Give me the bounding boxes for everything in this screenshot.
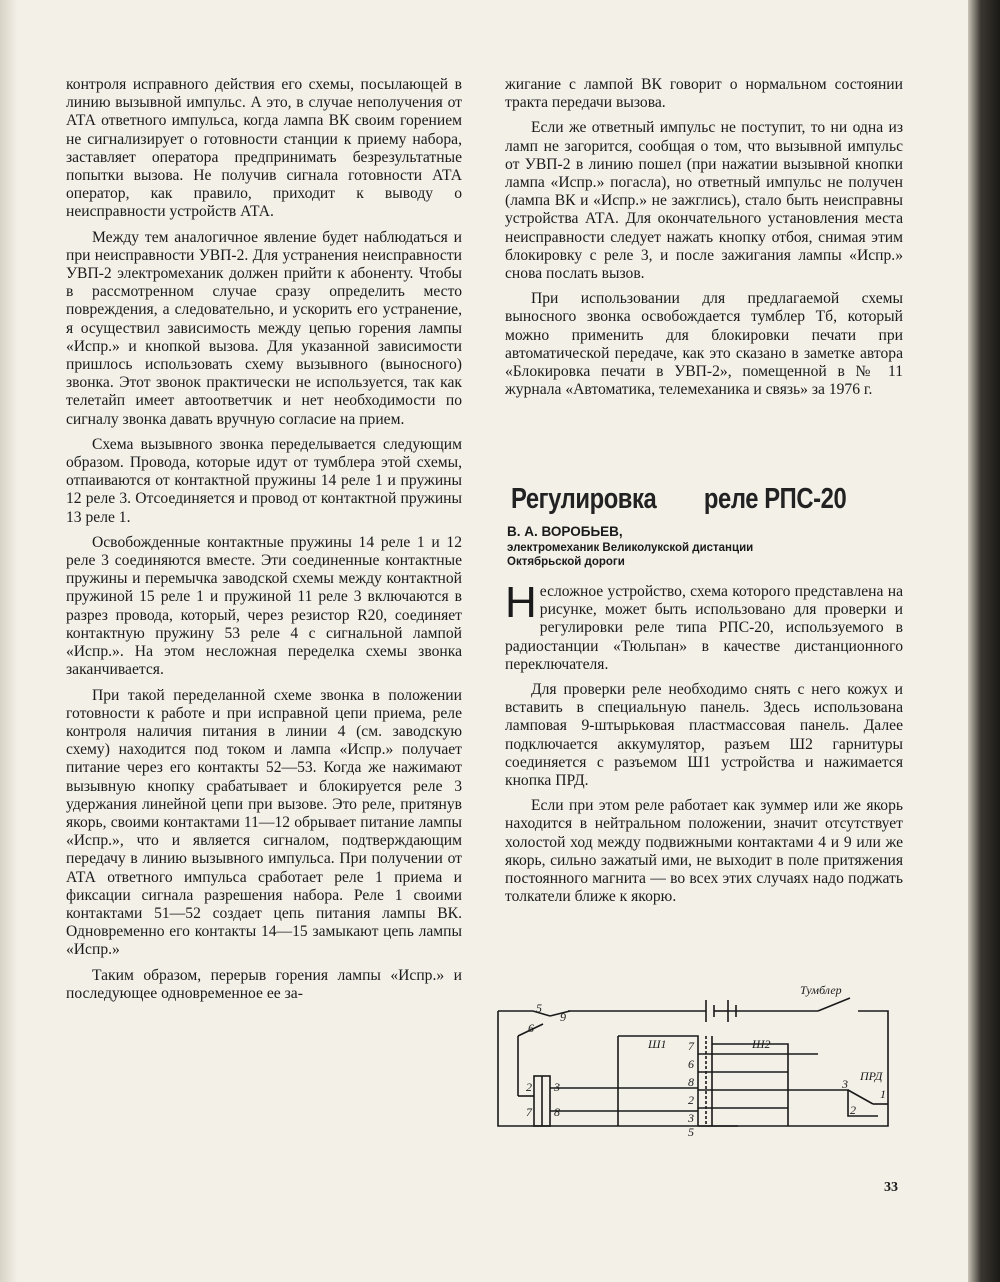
relay-pin-label: 2 xyxy=(526,1080,532,1094)
article-paragraph-1 xyxy=(505,578,903,674)
left-paragraph-1: контроля исправного действия его схемы, посылающей в линию вызывной импульс. А это, в случае неполучения от АТА ответного импульса, когда лампа ВК своим горением не сигнализирует о готовности станции к приему набора, заставляет оператора предпринимать безрезультатные попытки вызова. Не получив сигнала готовности АТА оператор, как правило, приходит к выводу о неисправности устройств АТА. xyxy=(66,76,462,221)
right-column xyxy=(505,76,903,406)
article-title-word1: Регулировка xyxy=(511,483,657,515)
author-block xyxy=(507,524,887,569)
sh1-label: Ш1 xyxy=(648,1037,667,1051)
article-paragraph-2: Для проверки реле необходимо снять с него кожух и вставить в специальную панель. Здесь использована ламповая 9-штырьковая пластмассовая панель. Далее подключается аккумулятор, разъем Ш2 гарнитуры соединяется с разъемом Ш1 устройства и нажимается кнопка ПРД. xyxy=(505,681,903,790)
article-body xyxy=(505,578,903,913)
left-paragraph-2: Между тем аналогичное явление будет наблюдаться и при неисправности УВП-2. Для устранения неисправности УВП-2 электромеханик должен прийти к абоненту. Чтобы в рассмотренном случае сразу определить место повреждения, а следовательно, и ускорить его устранение, я осуществил зависимость между цепью горения лампы «Испр.» и кнопкой вызова. Для указанной зависимости пришлось использовать схему вызывного (выносного) звонка. Этот звонок практически не используется, так как телетайп имеет автоответчик и нет необходимости по сигналу звонка давать вручную согласие на прием. xyxy=(66,228,462,428)
article-title xyxy=(511,483,847,516)
article-title-word2: реле РПС-20 xyxy=(703,483,847,515)
tumbler-switch-lever xyxy=(818,998,850,1011)
relay-pin-label: 7 xyxy=(526,1105,532,1119)
left-paragraph-3: Схема вызывного звонка переделывается следующим образом. Провода, которые идут от тумблера этой схемы, отпаиваются от контактной пружины 14 реле 1 и пружины 12 реле 3. Отсоединяется и провод от контактной пружины 13 реле 1. xyxy=(66,435,462,526)
connector-pin-label: 6 xyxy=(688,1057,694,1071)
right-paragraph-1: жигание с лампой ВК говорит о нормальном состоянии тракта передачи вызова. xyxy=(505,76,903,112)
author-position-line2: Октябрьской дороги xyxy=(507,556,625,568)
prd-switch-lever xyxy=(848,1090,873,1104)
switch-pin-label: 2 xyxy=(850,1103,856,1117)
left-paragraph-6: Таким образом, перерыв горения лампы «Испр.» и последующее одновременное ее за- xyxy=(66,966,462,1002)
page-number: 33 xyxy=(884,1180,898,1195)
switch-pin-label: 1 xyxy=(880,1087,886,1101)
connector-pin-label: 3 xyxy=(688,1111,694,1125)
page-binding-edge xyxy=(968,0,1000,1282)
sh2-label: Ш2 xyxy=(752,1037,771,1051)
switch-pin-label: 3 xyxy=(842,1077,848,1091)
article-paragraph-3: Если при этом реле работает как зуммер или же якорь находится в нейтральном положении, значит отсутствует холостой ход между подвижными контактами 4 и 9 или же якорь, сильно зажатый ими, не выходит в поле притяжения постоянного магнита — во всех этих случаях надо поджать толкатели ближе к якорю. xyxy=(505,797,903,906)
page-left-shadow xyxy=(0,0,18,1282)
tumbler-label: Тумблер xyxy=(800,983,842,997)
relay-pin-label: 3 xyxy=(554,1080,560,1094)
right-paragraph-2: Если же ответный импульс не поступит, то ни одна из ламп не загорится, сообщая о том, что вызывной импульс от УВП-2 в линию пошел (при нажатии вызывной кнопки лампа «Испр.» погасла), но ответный импульс не получен (лампа ВК и «Испр.» не зажглись), стало быть неисправны устройства АТА. Для окончательного установления места неисправности следует нажать кнопку отбоя, снимая этим блокировку с реле 3, и после зажигания лампы «Испр.» снова послать вызов. xyxy=(505,119,903,283)
relay-pin-label: 9 xyxy=(560,1010,566,1024)
relay-pin-label: 6 xyxy=(528,1021,534,1035)
prd-label: ПРД xyxy=(860,1069,883,1083)
relay-pin-label: 8 xyxy=(554,1105,560,1119)
drop-cap: Н xyxy=(505,578,537,627)
left-paragraph-5: При такой переделанной схеме звонка в положении готовности к работе и при исправной цепи приема, реле контроля наличия питания в линии 4 (см. заводскую схему) находится под током и лампа «Испр.» получает питание через его контакты 52—53. Когда же нажимают вызывную кнопку срабатывает и блокируется реле 3 удержания линейной цепи при вызове. Это реле, притянув якорь, своими контактами 11—12 обрывает питание лампы «Испр.», что и является сигналом, подтверждающим передачу в линию вызывного импульса. При получении от АТА ответного импульса сработает реле 1 приема и фиксации сигнала разрешения набора. Реле 1 своими контактами 51—52 создает цепь питания лампы ВК. Одновременно его контакты 14—15 замыкают цепь лампы «Испр.» xyxy=(66,686,462,959)
author-position-line1: электромеханик Великолукской дистанции xyxy=(507,542,754,554)
connector-pin-label: 2 xyxy=(688,1093,694,1107)
author-name: В. А. ВОРОБЬЕВ, xyxy=(507,524,623,539)
left-column xyxy=(66,76,462,1010)
article-paragraph-1-text: есложное устройство, схема которого представлена на рисунке, может быть использовано для проверки и регулировки реле типа РПС-20, используемого в радиостанции «Тюльпан» в качестве дистанционного переключателя. xyxy=(505,583,903,673)
connector-pin-label: 5 xyxy=(688,1125,694,1139)
connector-pin-label: 7 xyxy=(688,1039,694,1053)
connector-pin-label: 8 xyxy=(688,1075,694,1089)
right-paragraph-3: При использовании для предлагаемой схемы выносного звонка освобождается тумблер Тб, который можно применить для блокировки печати при автоматической передаче, как это сказано в заметке автора «Блокировка печати в УВП-2», помещенной в № 11 журнала «Автоматика, телемеханика и связь» за 1976 г. xyxy=(505,290,903,399)
circuit-diagram xyxy=(488,976,908,1154)
left-paragraph-4: Освобожденные контактные пружины 14 реле 1 и 12 реле 3 соединяются вместе. Эти соединенные контактные пружины и перемычка заводской схемы между контактной пружиной 15 реле 1 и пружиной 11 реле 3 включаются в разрез провода, который, через резистор R20, соединяет контактную пружину 53 реле 4 с сигнальной лампой «Испр.». На этом несложная переделка схемы звонка заканчивается. xyxy=(66,533,462,679)
relay-pin-label: 5 xyxy=(536,1001,542,1015)
